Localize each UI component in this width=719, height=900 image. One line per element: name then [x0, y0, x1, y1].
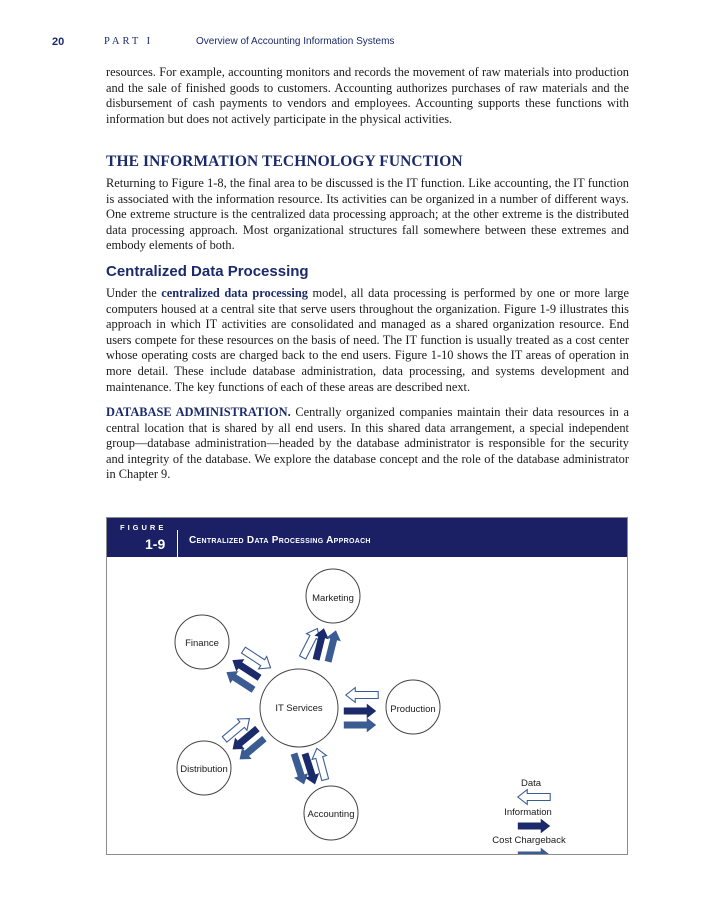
- section-paragraph: Returning to Figure 1-8, the final area to be discussed is the IT function. Like accounting, the IT function is associated with the information resource. Its activities can be organized in a number of different ways. One extreme structure is the centralized data processing approach; at the other extreme is the distributed data processing approach. Most organizational structures fall somewhere between these extremes and embody elements of both.: [106, 176, 629, 253]
- running-title: Overview of Accounting Information Systems: [196, 36, 395, 47]
- accounting-label: Accounting: [307, 809, 355, 820]
- section-heading: THE INFORMATION TECHNOLOGY FUNCTION: [106, 153, 463, 170]
- legend-chargeback-label: Cost Chargeback: [492, 835, 566, 846]
- legend-data-label: Data: [520, 778, 542, 789]
- figure-title-bar: [107, 518, 627, 557]
- page-number: 20: [52, 36, 65, 48]
- cdp-diagram: [107, 557, 627, 854]
- legend-data-arrow: [518, 790, 550, 805]
- db-admin-text: Centrally organized companies maintain their data resources in a central location that is shared by all end users. In this shared data arrangement, a special independent group—database administration—headed by the database administrator is responsible for the security and integrity of the database. We explore the database concept and the role of the database administrator in Chapter 9.: [106, 405, 629, 482]
- subsection-heading: Centralized Data Processing: [106, 263, 309, 280]
- distribution-label: Distribution: [180, 764, 228, 775]
- production-label: Production: [390, 704, 436, 715]
- db-admin-paragraph: [106, 405, 629, 483]
- finance-label: Finance: [185, 638, 219, 649]
- part-label: PART I: [104, 36, 154, 47]
- intro-paragraph: resources. For example, accounting monitors and records the movement of raw materials into production and the sale of finished goods to customers. Accounting authorizes purchases of raw materials and the disbursement of cash payments to vendors and employees. Accounting supports these functions with information but does not actively participate in the physical activities.: [106, 65, 629, 126]
- figure-1-9: [106, 517, 628, 855]
- production-data-arrow: [346, 688, 378, 703]
- production-chargeback-arrow: [344, 718, 376, 733]
- figure-divider: [177, 530, 178, 557]
- para-text-after: model, all data processing is performed by one or more large computers housed at a central site that serve users throughout the organization. Figure 1-9 illustrates this approach in which IT activities are consolidated and managed as a shared organization resource. End users compete for these resources on the basis of need. The IT function is usually treated as a cost center whose operating costs are charged back to the end users. Figure 1-10 shows the IT areas of operation in more detail. These include database administration, data processing, and systems development and maintenance. The key functions of each of these areas are described next.: [106, 286, 629, 394]
- key-term: centralized data processing: [161, 286, 308, 300]
- legend-information-label: Information: [504, 807, 552, 818]
- marketing-label: Marketing: [312, 593, 354, 604]
- running-header: [0, 36, 719, 50]
- figure-label: FIGURE: [120, 523, 167, 532]
- legend-information-arrow: [518, 819, 550, 834]
- it-services-label: IT Services: [275, 703, 323, 714]
- figure-number: 1-9: [145, 536, 166, 552]
- runin-heading: DATABASE ADMINISTRATION.: [106, 405, 291, 419]
- centralized-paragraph: [106, 286, 629, 395]
- figure-title: Centralized Data Processing Approach: [189, 535, 371, 546]
- para-text-before: Under the: [106, 286, 162, 300]
- production-information-arrow: [344, 704, 376, 719]
- legend-chargeback-arrow: [518, 848, 550, 854]
